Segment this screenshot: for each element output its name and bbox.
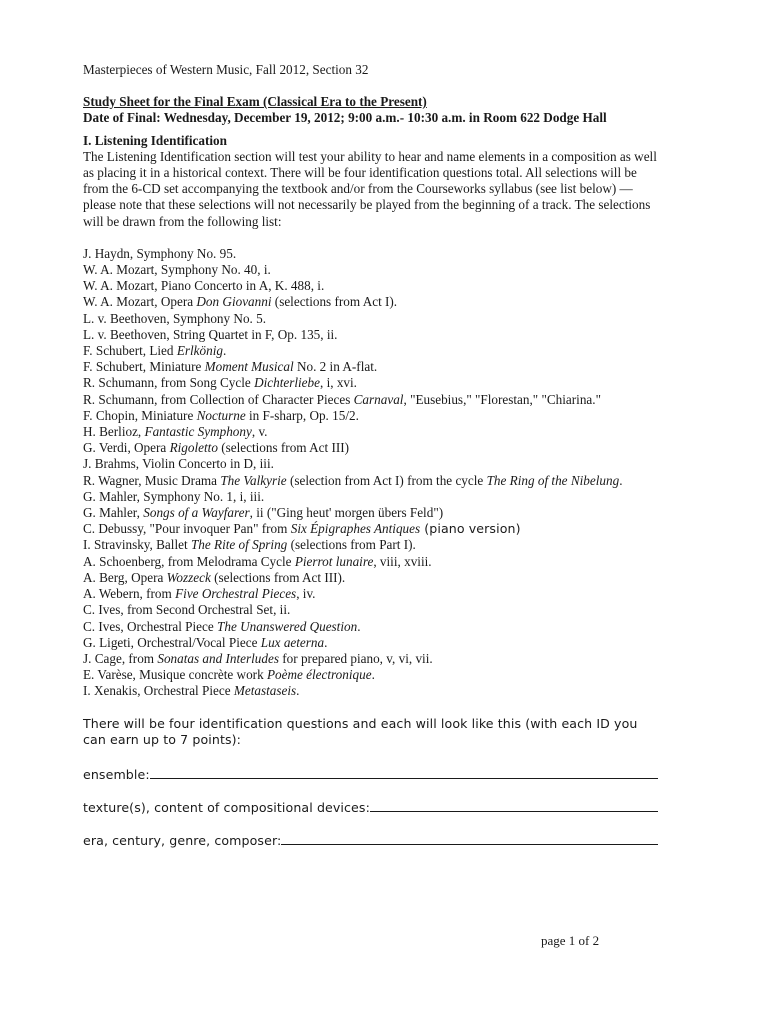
work-title-italic: Five Orchestral Pieces [175,586,297,602]
form-field-row [83,832,683,849]
work-text: , viii, xviii. [373,553,432,569]
work-title-italic: Metastaseis [233,683,297,699]
work-text: J. Haydn, Symphony No. 95. [83,245,237,261]
work-title-italic: Poème électronique [266,667,372,683]
document-page [83,62,683,866]
work-title-italic: Erlkönig [176,343,223,359]
work-text: No. 2 in A-flat. [293,359,378,375]
work-item [83,246,683,262]
work-text: . [222,343,227,359]
work-text: J. Cage, from [83,650,158,666]
work-text: . [619,472,623,488]
work-item [83,311,683,327]
work-item [83,294,683,310]
work-title-italic: Nocturne [196,407,246,423]
study-sheet-title: Study Sheet for the Final Exam (Classical Era to the Present) [83,94,427,110]
work-text: , "Eusebius," "Florestan," "Chiarina." [403,391,601,407]
work-text: (selections from Act III). [210,569,346,585]
form-fields [83,766,683,850]
work-text: , ii ("Ging heut' morgen übers Feld") [249,505,444,521]
work-text: . [357,618,361,634]
work-item [83,505,683,521]
form-field-label: era, century, genre, composer: [83,833,282,849]
work-text: F. Schubert, Lied [83,343,177,359]
work-item [83,521,683,537]
closing-paragraph: There will be four identification questions and each will look like this (with each ID you can earn up to 7 points): [83,715,638,747]
work-text: (piano version) [420,521,521,537]
form-field-row [83,799,683,816]
work-item [83,456,683,472]
work-item [83,586,683,602]
work-item [83,635,683,651]
work-text: A. Schoenberg, from Melodrama Cycle [83,553,295,569]
work-item [83,375,683,391]
work-text: C. Debussy, "Pour invoquer Pan" from [83,521,291,537]
work-text: C. Ives, from Second Orchestral Set, ii. [83,602,291,618]
work-text: W. A. Mozart, Piano Concerto in A, K. 488, i. [83,278,325,294]
form-field-row [83,766,683,783]
work-text: A. Berg, Opera [83,569,167,585]
work-text: (selections from Part I). [287,537,416,553]
work-item [83,278,683,294]
answer-blank-line[interactable] [281,832,658,845]
work-title-italic: The Valkyrie [220,472,287,488]
work-text: G. Verdi, Opera [83,440,170,456]
work-text: L. v. Beethoven, Symphony No. 5. [83,310,267,326]
work-text: G. Ligeti, Orchestral/Vocal Piece [83,634,261,650]
work-title-italic: Carnaval [353,391,404,407]
work-text: F. Chopin, Miniature [83,407,197,423]
work-text: I. Stravinsky, Ballet [83,537,191,553]
work-text: in F-sharp, Op. 15/2. [245,407,359,423]
work-title-italic: Songs of a Wayfarer [143,505,250,521]
work-text: . [371,667,375,683]
section-title: I. Listening Identification [83,132,227,148]
work-text: . [296,683,300,699]
work-title-italic: The Rite of Spring [190,537,288,553]
work-text: A. Webern, from [83,586,176,602]
work-item [83,392,683,408]
work-text: . [324,634,328,650]
work-text: R. Schumann, from Song Cycle [83,375,255,391]
work-item [83,262,683,278]
work-text: , iv. [296,586,316,602]
page-number: page 1 of 2 [541,933,600,948]
work-text: I. Xenakis, Orchestral Piece [83,683,234,699]
work-item [83,327,683,343]
work-text: F. Schubert, Miniature [83,359,205,375]
work-text: (selections from Act I). [271,294,398,310]
form-field-label: texture(s), content of compositional devices: [83,800,370,816]
form-field-label: ensemble: [83,766,150,782]
work-item [83,408,683,424]
section-intro: The Listening Identification section will test your ability to hear and name elements in a composition as well as placing it in a historical context. There will be four identification questions total. All selections will be from the 6-CD set accompanying the textbook and/or from the Courseworks syllabus (see list below) — please note that these selections will not necessarily be played from the beginning of a track. The selections will be drawn from the following list: [83,148,657,229]
work-item [83,683,683,699]
works-list [83,246,683,700]
work-text: R. Wagner, Music Drama [83,472,221,488]
work-item [83,554,683,570]
work-item [83,651,683,667]
work-text: (selections from Act III) [217,440,350,456]
work-text: H. Berlioz, [83,424,145,440]
work-text: , i, xvi. [319,375,357,391]
work-item [83,359,683,375]
work-text: J. Brahms, Violin Concerto in D, iii. [83,456,274,472]
work-text: G. Mahler, [83,505,144,521]
work-item [83,619,683,635]
work-text: , v. [251,424,268,440]
work-title-italic: Rigoletto [169,440,218,456]
work-title-italic: The Unanswered Question [217,618,358,634]
course-title: Masterpieces of Western Music, Fall 2012, Section 32 [83,62,369,77]
work-item [83,667,683,683]
work-item [83,602,683,618]
work-text: W. A. Mozart, Symphony No. 40, i. [83,262,271,278]
work-item [83,424,683,440]
work-title-italic: Fantastic Symphony [144,424,252,440]
work-item [83,343,683,359]
work-text: (selection from Act I) from the cycle [286,472,487,488]
work-title-italic: Sonatas and Interludes [157,650,279,666]
work-item [83,570,683,586]
work-title-italic: Lux aeterna [260,634,325,650]
work-title-italic: Dichterliebe [254,375,320,391]
work-text: for prepared piano, v, vi, vii. [278,650,433,666]
work-text: W. A. Mozart, Opera [83,294,197,310]
work-item [83,440,683,456]
work-title-italic: Don Giovanni [196,294,272,310]
exam-date-line: Date of Final: Wednesday, December 19, 2012; 9:00 a.m.- 10:30 a.m. in Room 622 Dodge Hall [83,110,607,126]
work-title-italic: The Ring of the Nibelung [486,472,620,488]
work-text: C. Ives, Orchestral Piece [83,618,218,634]
work-item [83,489,683,505]
work-text: L. v. Beethoven, String Quartet in F, Op. 135, ii. [83,326,338,342]
work-item [83,473,683,489]
work-text: R. Schumann, from Collection of Character Pieces [83,391,354,407]
answer-blank-line[interactable] [150,766,658,779]
work-item [83,537,683,553]
work-title-italic: Pierrot lunaire [294,553,374,569]
work-title-italic: Six Épigraphes Antiques [290,521,421,537]
answer-blank-line[interactable] [370,799,658,812]
work-title-italic: Wozzeck [166,569,211,585]
work-text: G. Mahler, Symphony No. 1, i, iii. [83,488,265,504]
work-title-italic: Moment Musical [204,359,294,375]
work-text: E. Varèse, Musique concrète work [83,667,267,683]
